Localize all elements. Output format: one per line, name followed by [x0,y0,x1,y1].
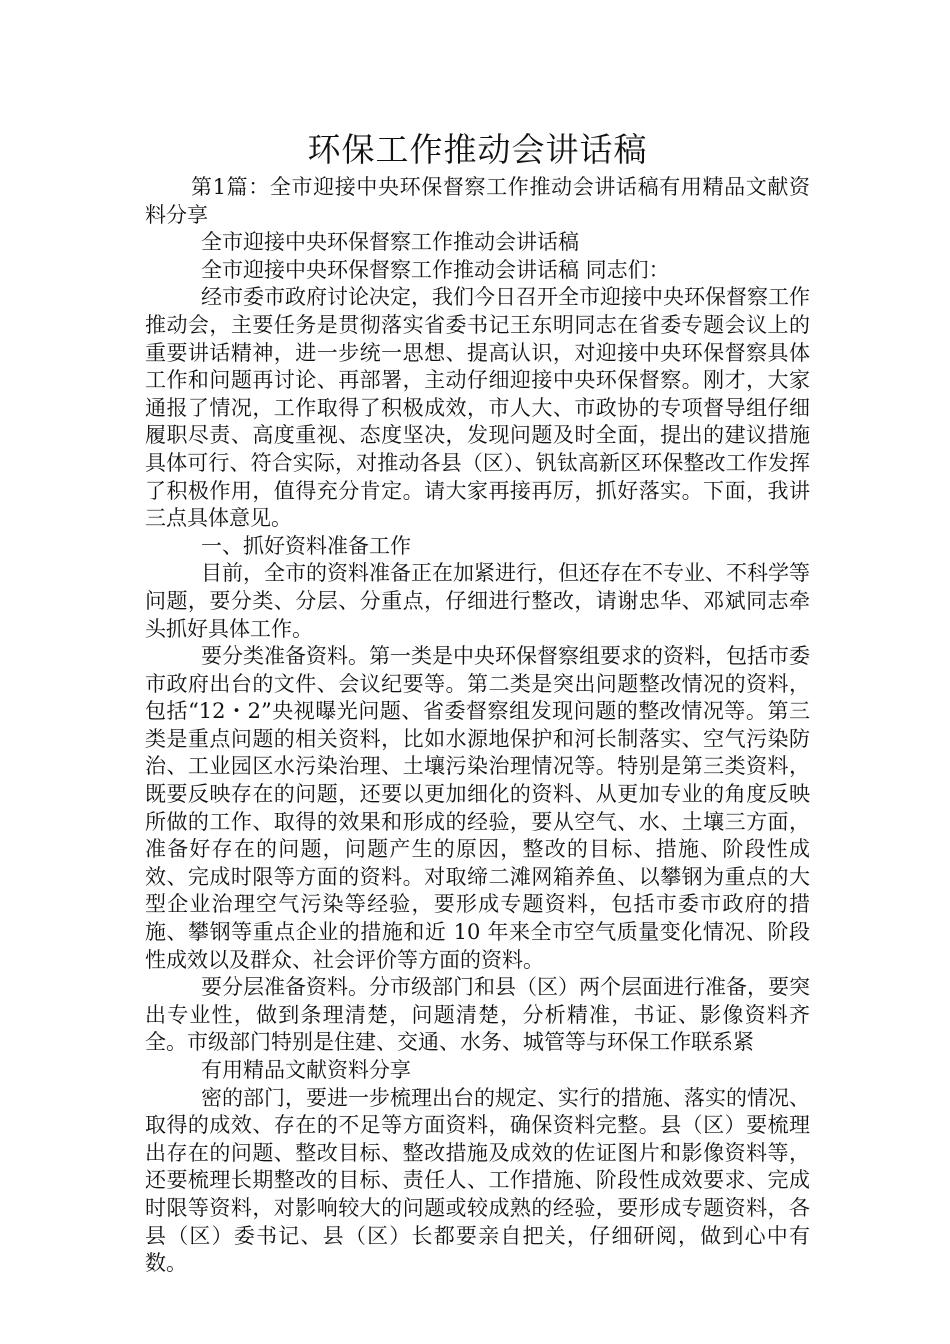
paragraph-layered-materials: 要分层准备资料。分市级部门和县（区）两个层面进行准备，要突出专业性，做到条理清楚，问题清楚，分析精准，书证、影像资料齐全。市级部门特别是住建、交通、水务、城管等与环保工作联系紧 [145,975,810,1055]
paragraph-departments: 密的部门，要进一步梳理出台的规定、实行的措施、落实的情况、取得的成效、存在的不足等方面资料，确保资料完整。县（区）要梳理出存在的问题、整改目标、整改措施及成效的佐证图片和影像资料等，还要梳理长期整改的目标、责任人、工作措施、阶段性成效要求、完成时限等资料，对影响较大的问题或较成熟的经验，要形成专题资料，各县（区）委书记、县（区）长都要亲自把关，仔细研阅，做到心中有数。 [145,1085,810,1276]
paragraph-section-heading-1: 一、抓好资料准备工作 [201,533,411,558]
paragraph-chapter-heading: 第1篇：全市迎接中央环保督察工作推动会讲话稿有用精品文献资料分享 [145,175,810,227]
document-title: 环保工作推动会讲话稿 [307,130,648,169]
paragraph-watermark-note: 有用精品文献资料分享 [201,1058,411,1082]
paragraph-speech-title: 全市迎接中央环保督察工作推动会讲话稿 [201,230,579,255]
paragraph-classify-materials: 要分类准备资料。第一类是中央环保督察组要求的资料，包括市委市政府出台的文件、会议纪要等。第二类是突出问题整改情况的资料，包括“12・2”央视曝光问题、省委督察组发现问题的整改情况等。第三类是重点问题的相关资料，比如水源地保护和河长制落实、空气污染防治、工业园区水污染治理、土壤污染治理情况等。特别是第三类资料，既要反映存在的问题，还要以更加细化的资料、从更加专业的角度反映所做的工作、取得的效果和形成的经验，要从空气、水、土壤三方面，准备好存在的问题，问题产生的原因，整改的目标、措施、阶段性成效、完成时限等方面的资料。对取缔二滩网箱养鱼、以攀钢为重点的大型企业治理空气污染等经验，要形成专题资料，包括市委市政府的措施、攀钢等重点企业的措施和近 10 年来全市空气质量变化情况、阶段性成效以及群众、社会评价等方面的资料。 [145,644,810,972]
paragraph-salutation: 全市迎接中央环保督察工作推动会讲话稿 同志们： [201,257,670,282]
document-page [145,128,810,1278]
paragraph-current-status: 目前，全市的资料准备正在加紧进行，但还存在不专业、不科学等问题，要分类、分层、分重点，仔细进行整改，请谢忠华、邓斌同志牵头抓好具体工作。 [145,561,810,641]
paragraph-opening: 经市委市政府讨论决定，我们今日召开全市迎接中央环保督察工作推动会，主要任务是贯彻落实省委书记王东明同志在省委专题会议上的重要讲话精神，进一步统一思想、提高认识，对迎接中央环保督察具体工作和问题再讨论、再部署，主动仔细迎接中央环保督察。刚才，大家通报了情况，工作取得了积极成效，市人大、市政协的专项督导组仔细履职尽责、高度重视、态度坚决，发现问题及时全面，提出的建议措施具体可行、符合实际，对推动各县（区）、钒钛高新区环保整改工作发挥了积极作用，值得充分肯定。请大家再接再厉，抓好落实。下面，我讲三点具体意见。 [145,285,810,531]
